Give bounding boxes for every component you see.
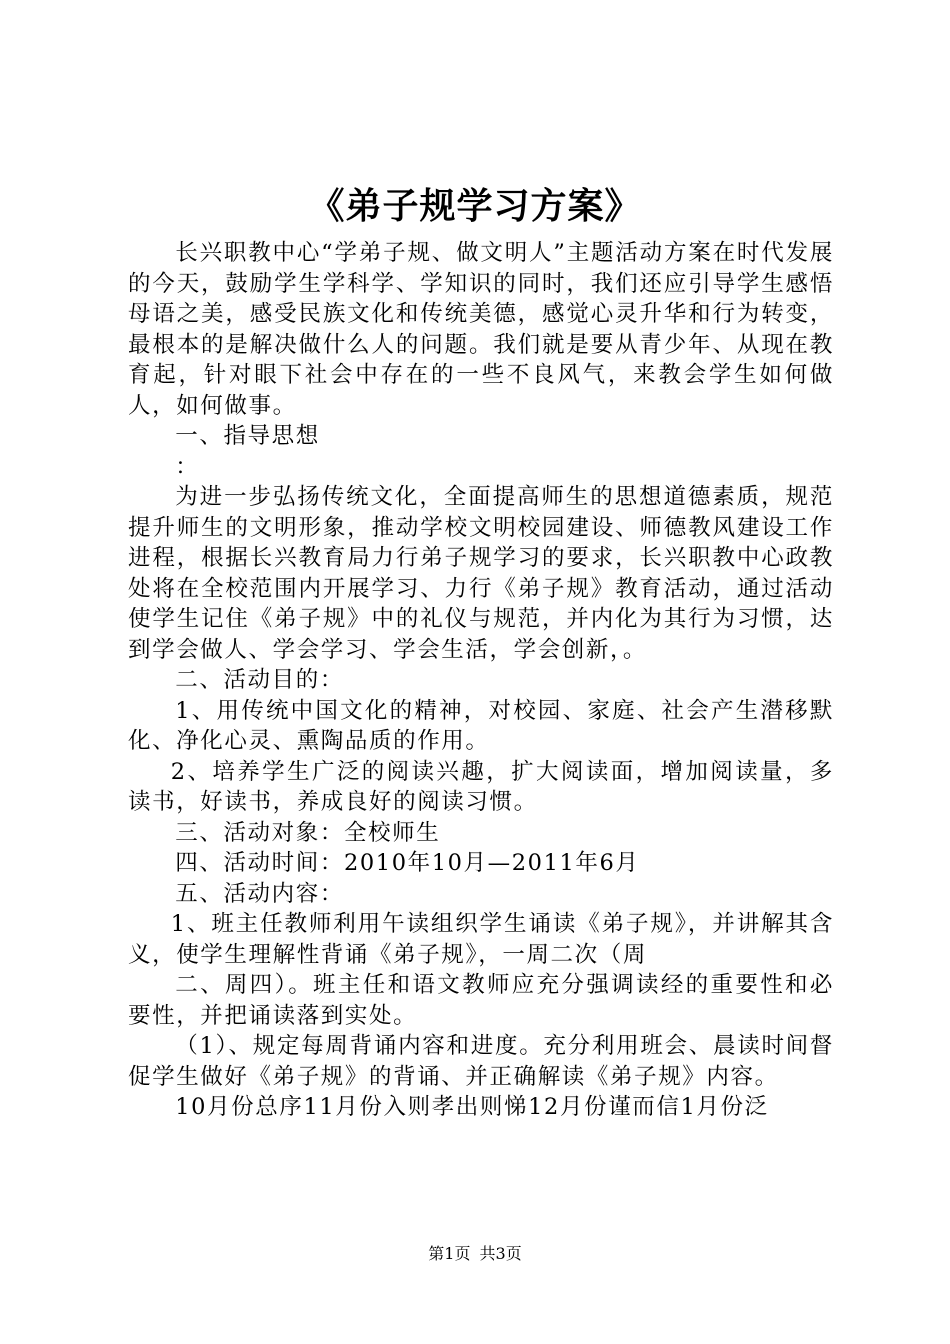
page-footer: [0, 1243, 950, 1265]
paragraph-content-1-sub: （1）、规定每周背诵内容和进度。充分利用班会、晨读时间督促学生做好《弟子规》的背诵、并正确解读《弟子规》内容。: [128, 1033, 834, 1090]
paragraph-schedule: 10月份总序11月份入则孝出则悌12月份谨而信1月份泛: [175, 1094, 769, 1120]
document-body: [128, 238, 834, 1123]
page-total: 共3页: [479, 1244, 522, 1263]
heading-activity-target: 三、活动对象：全校师生: [175, 819, 441, 846]
paragraph-colon: ：: [175, 453, 200, 480]
paragraph-content-1: 1、班主任教师利用午读组织学生诵读《弟子规》，并讲解其含义，使学生理解性背诵《弟子规》，一周二次（周: [128, 911, 834, 968]
paragraph-content-1-cont: 二、周四）。班主任和语文教师应充分强调读经的重要性和必要性，并把诵读落到实处。: [128, 972, 834, 1029]
page-number: 第1页: [428, 1244, 471, 1263]
heading-activity-time: 四、活动时间：2010年10月—2011年6月: [175, 850, 640, 876]
document-title: 《弟子规学习方案》: [308, 185, 642, 227]
paragraph-intro: 长兴职教中心“学弟子规、做文明人”主题活动方案在时代发展的今天，鼓励学生学科学、学知识的同时，我们还应引导学生感悟母语之美，感受民族文化和传统美德，感觉心灵升华和行为转变，最根本的是解决做什么人的问题。我们就是要从青少年、从现在教育起，针对眼下社会中存在的一些不良风气，来教会学生如何做人，如何做事。: [128, 240, 834, 419]
heading-activity-content: 五、活动内容：: [175, 880, 344, 907]
paragraph-goal-2: 2、培养学生广泛的阅读兴趣，扩大阅读面，增加阅读量，多读书，好读书，养成良好的阅读习惯。: [128, 758, 834, 815]
paragraph-guiding-content: 为进一步弘扬传统文化，全面提高师生的思想道德素质，规范提升师生的文明形象，推动学校文明校园建设、师德教风建设工作进程，根据长兴教育局力行弟子规学习的要求，长兴职教中心政教处将在全校范围内开展学习、力行《弟子规》教育活动，通过活动使学生记住《弟子规》中的礼仪与规范，并内化为其行为习惯，达到学会做人、学会学习、学会生活，学会创新，。: [128, 484, 834, 663]
heading-activity-goal: 二、活动目的：: [175, 667, 344, 693]
heading-guiding-ideology: 一、指导思想: [175, 423, 320, 449]
paragraph-goal-1: 1、用传统中国文化的精神，对校园、家庭、社会产生潜移默化、净化心灵、熏陶品质的作用。: [128, 697, 834, 754]
